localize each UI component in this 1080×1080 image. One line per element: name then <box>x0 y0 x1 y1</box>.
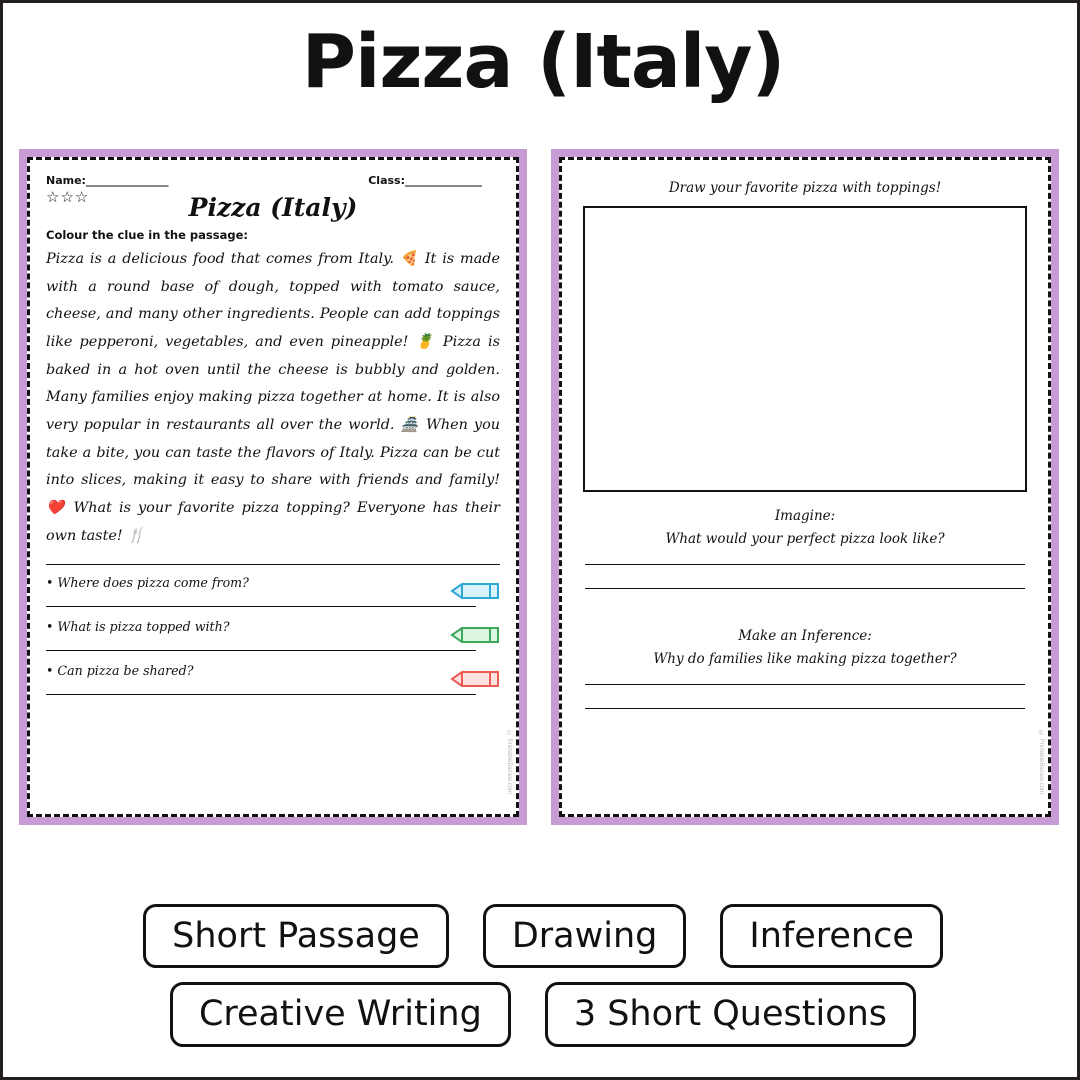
drawing-prompt: Draw your favorite pizza with toppings! <box>668 180 942 196</box>
question-text-1: • Where does pizza come from? <box>46 575 249 591</box>
tag-drawing[interactable]: Drawing <box>483 904 687 969</box>
tag-short-passage[interactable]: Short Passage <box>143 904 449 969</box>
feature-tags <box>3 904 1080 1061</box>
question-block-1 <box>46 575 500 607</box>
crayon-icon-blue <box>450 581 502 601</box>
tag-inference[interactable]: Inference <box>720 904 942 969</box>
answer-line-3[interactable] <box>46 694 476 695</box>
page-title: Pizza (Italy) <box>301 19 785 105</box>
question-text-2: • What is pizza topped with? <box>46 619 230 635</box>
crayon-icon-green <box>450 625 502 645</box>
feature-tag-row-2 <box>3 982 1080 1047</box>
star-rating-icon: ☆☆☆ <box>46 189 90 206</box>
inference-line-1[interactable] <box>585 684 1025 708</box>
left-sheet-inner <box>27 157 519 817</box>
right-sheet-inner <box>559 157 1051 817</box>
imagine-write-lines <box>585 564 1025 612</box>
feature-tag-row-1 <box>3 904 1080 969</box>
crayon-icon-red <box>450 669 502 689</box>
inference-line-2[interactable] <box>585 708 1025 732</box>
question-block-2 <box>46 619 500 651</box>
student-meta-row <box>46 174 500 187</box>
left-worksheet-sheet <box>19 149 527 825</box>
question-text-3: • Can pizza be shared? <box>46 663 194 679</box>
imagine-question: What would your perfect pizza look like? <box>665 530 945 547</box>
inference-heading: Make an Inference: <box>738 627 872 644</box>
instruction-text: Colour the clue in the passage: <box>46 228 248 242</box>
imagine-heading: Imagine: <box>774 508 836 524</box>
credit-watermark-right: © PrintableBazaar.com <box>1038 730 1044 794</box>
answer-line-2[interactable] <box>46 650 476 651</box>
class-field-label[interactable]: Class:______________ <box>368 174 482 187</box>
imagine-line-1[interactable] <box>585 564 1025 588</box>
section-divider <box>46 564 500 565</box>
answer-line-1[interactable] <box>46 606 476 607</box>
right-worksheet-sheet <box>551 149 1059 825</box>
inference-question: Why do families like making pizza together? <box>653 650 957 667</box>
drawing-area[interactable] <box>583 206 1027 492</box>
reading-passage: Pizza is a delicious food that comes from Italy. 🍕 It is made with a round base of dough, topped with tomato sauce, cheese, and many other ingredients. People can add toppings like pepperoni, vegetables, and even pineapple! 🍍 Pizza is baked in a hot oven until the cheese is bubbly and golden. Many families enjoy making pizza together at home. It is also very popular in restaurants all over the world. 🏯 When you take a bite, you can taste the flavors of Italy. Pizza can be cut into slices, making it easy to share with friends and family! ❤️ What is your favorite pizza topping? Everyone has their own taste! 🍴 <box>46 251 500 544</box>
imagine-line-2[interactable] <box>585 588 1025 612</box>
tag-creative-writing[interactable]: Creative Writing <box>170 982 511 1047</box>
credit-watermark: © PrintableBazaar.com <box>506 730 512 794</box>
name-field-label[interactable]: Name:_______________ <box>46 174 169 187</box>
question-block-3 <box>46 663 500 695</box>
inference-write-lines <box>585 684 1025 732</box>
worksheet-title: Pizza (Italy) <box>188 193 358 222</box>
tag-3-short-questions[interactable]: 3 Short Questions <box>545 982 916 1047</box>
